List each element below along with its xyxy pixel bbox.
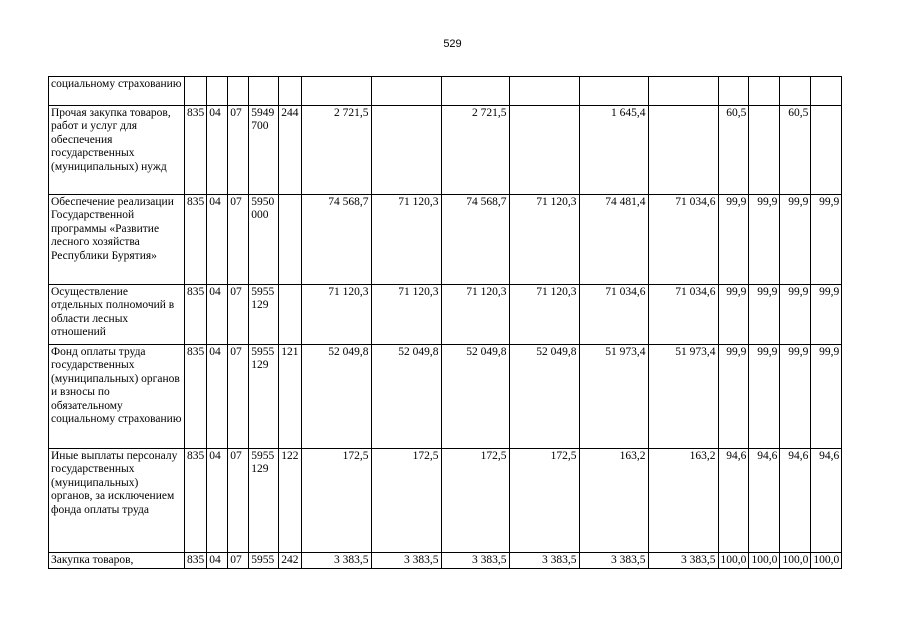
percent-col-3 xyxy=(780,77,811,106)
code-section: 04 xyxy=(207,285,228,345)
amount-col-1: 2 721,5 xyxy=(301,106,371,195)
amount-col-1: 71 120,3 xyxy=(301,285,371,345)
percent-col-1: 99,9 xyxy=(718,285,749,345)
code-ministry: 835 xyxy=(185,285,207,345)
code-subsection xyxy=(228,77,249,106)
percent-col-4: 100,0 xyxy=(811,553,842,569)
percent-col-2: 94,6 xyxy=(749,449,780,553)
code-target-article: 5949 700 xyxy=(249,106,279,195)
amount-col-5: 71 034,6 xyxy=(579,285,648,345)
code-target-article: 5955 129 xyxy=(249,345,279,449)
amount-col-3: 172,5 xyxy=(441,449,509,553)
row-name: Прочая закупка товаров, работ и услуг для обеспечения государственных (муниципальных) нужд xyxy=(49,106,185,195)
amount-col-2: 71 120,3 xyxy=(371,285,441,345)
table-row xyxy=(49,285,842,345)
code-target-article xyxy=(249,77,279,106)
amount-col-2: 71 120,3 xyxy=(371,195,441,285)
amount-col-5: 163,2 xyxy=(579,449,648,553)
code-section xyxy=(207,77,228,106)
code-subsection: 07 xyxy=(228,106,249,195)
amount-col-2 xyxy=(371,106,441,195)
amount-col-2: 52 049,8 xyxy=(371,345,441,449)
percent-col-1: 60,5 xyxy=(718,106,749,195)
amount-col-3: 74 568,7 xyxy=(441,195,509,285)
amount-col-6 xyxy=(648,77,718,106)
amount-col-3: 52 049,8 xyxy=(441,345,509,449)
row-name: Осуществление отдельных полномочий в области лесных отношений xyxy=(49,285,185,345)
percent-col-3: 60,5 xyxy=(780,106,811,195)
amount-col-6: 71 034,6 xyxy=(648,195,718,285)
code-expense-type xyxy=(279,195,301,285)
table-row xyxy=(49,449,842,553)
code-section: 04 xyxy=(207,106,228,195)
code-ministry xyxy=(185,77,207,106)
amount-col-3: 3 383,5 xyxy=(441,553,509,569)
code-target-article: 5955 129 xyxy=(249,285,279,345)
code-expense-type xyxy=(279,285,301,345)
percent-col-4: 99,9 xyxy=(811,195,842,285)
percent-col-4 xyxy=(811,77,842,106)
code-expense-type xyxy=(279,77,301,106)
table-row xyxy=(49,77,842,106)
code-subsection: 07 xyxy=(228,285,249,345)
percent-col-4: 99,9 xyxy=(811,345,842,449)
code-ministry: 835 xyxy=(185,553,207,569)
amount-col-5: 1 645,4 xyxy=(579,106,648,195)
percent-col-2 xyxy=(749,106,780,195)
table-row xyxy=(49,553,842,569)
code-section: 04 xyxy=(207,449,228,553)
percent-col-1: 99,9 xyxy=(718,345,749,449)
amount-col-5: 74 481,4 xyxy=(579,195,648,285)
amount-col-1: 3 383,5 xyxy=(301,553,371,569)
amount-col-1: 52 049,8 xyxy=(301,345,371,449)
percent-col-3: 100,0 xyxy=(780,553,811,569)
code-expense-type: 122 xyxy=(279,449,301,553)
code-expense-type: 242 xyxy=(279,553,301,569)
code-ministry: 835 xyxy=(185,345,207,449)
amount-col-4 xyxy=(509,77,579,106)
amount-col-1: 74 568,7 xyxy=(301,195,371,285)
code-subsection: 07 xyxy=(228,195,249,285)
row-name: Фонд оплаты труда государственных (муниципальных) органов и взносы по обязательному социальному страхованию xyxy=(49,345,185,449)
amount-col-6 xyxy=(648,106,718,195)
code-target-article: 5950 000 xyxy=(249,195,279,285)
percent-col-3: 99,9 xyxy=(780,285,811,345)
amount-col-6: 71 034,6 xyxy=(648,285,718,345)
code-target-article: 5955 xyxy=(249,553,279,569)
amount-col-6: 51 973,4 xyxy=(648,345,718,449)
budget-table xyxy=(48,76,842,569)
percent-col-3: 94,6 xyxy=(780,449,811,553)
amount-col-3 xyxy=(441,77,509,106)
amount-col-4: 3 383,5 xyxy=(509,553,579,569)
amount-col-6: 163,2 xyxy=(648,449,718,553)
code-ministry: 835 xyxy=(185,106,207,195)
percent-col-2: 100,0 xyxy=(749,553,780,569)
amount-col-2: 172,5 xyxy=(371,449,441,553)
amount-col-5: 51 973,4 xyxy=(579,345,648,449)
amount-col-2: 3 383,5 xyxy=(371,553,441,569)
table-row xyxy=(49,106,842,195)
table-body xyxy=(49,77,842,569)
percent-col-3: 99,9 xyxy=(780,195,811,285)
amount-col-4: 52 049,8 xyxy=(509,345,579,449)
code-subsection: 07 xyxy=(228,345,249,449)
amount-col-2 xyxy=(371,77,441,106)
amount-col-6: 3 383,5 xyxy=(648,553,718,569)
code-expense-type: 121 xyxy=(279,345,301,449)
percent-col-1 xyxy=(718,77,749,106)
code-ministry: 835 xyxy=(185,449,207,553)
code-section: 04 xyxy=(207,195,228,285)
percent-col-4: 94,6 xyxy=(811,449,842,553)
code-ministry: 835 xyxy=(185,195,207,285)
percent-col-4 xyxy=(811,106,842,195)
amount-col-3: 2 721,5 xyxy=(441,106,509,195)
percent-col-2: 99,9 xyxy=(749,285,780,345)
percent-col-2: 99,9 xyxy=(749,345,780,449)
row-name: социальному страхованию xyxy=(49,77,185,106)
percent-col-2 xyxy=(749,77,780,106)
percent-col-1: 100,0 xyxy=(718,553,749,569)
code-expense-type: 244 xyxy=(279,106,301,195)
page-number: 529 xyxy=(443,38,462,50)
percent-col-3: 99,9 xyxy=(780,345,811,449)
percent-col-4: 99,9 xyxy=(811,285,842,345)
table-row xyxy=(49,345,842,449)
amount-col-4 xyxy=(509,106,579,195)
amount-col-3: 71 120,3 xyxy=(441,285,509,345)
amount-col-4: 172,5 xyxy=(509,449,579,553)
amount-col-4: 71 120,3 xyxy=(509,285,579,345)
amount-col-1: 172,5 xyxy=(301,449,371,553)
table-row xyxy=(49,195,842,285)
row-name: Иные выплаты персоналу государственных (муниципальных) органов, за исключением фонда оплаты труда xyxy=(49,449,185,553)
percent-col-2: 99,9 xyxy=(749,195,780,285)
percent-col-1: 94,6 xyxy=(718,449,749,553)
code-subsection: 07 xyxy=(228,553,249,569)
amount-col-4: 71 120,3 xyxy=(509,195,579,285)
amount-col-5 xyxy=(579,77,648,106)
percent-col-1: 99,9 xyxy=(718,195,749,285)
code-subsection: 07 xyxy=(228,449,249,553)
code-target-article: 5955 129 xyxy=(249,449,279,553)
row-name: Обеспечение реализации Государственной программы «Развитие лесного хозяйства Республики Бурятия» xyxy=(49,195,185,285)
row-name: Закупка товаров, xyxy=(49,553,185,569)
amount-col-5: 3 383,5 xyxy=(579,553,648,569)
amount-col-1 xyxy=(301,77,371,106)
code-section: 04 xyxy=(207,345,228,449)
code-section: 04 xyxy=(207,553,228,569)
